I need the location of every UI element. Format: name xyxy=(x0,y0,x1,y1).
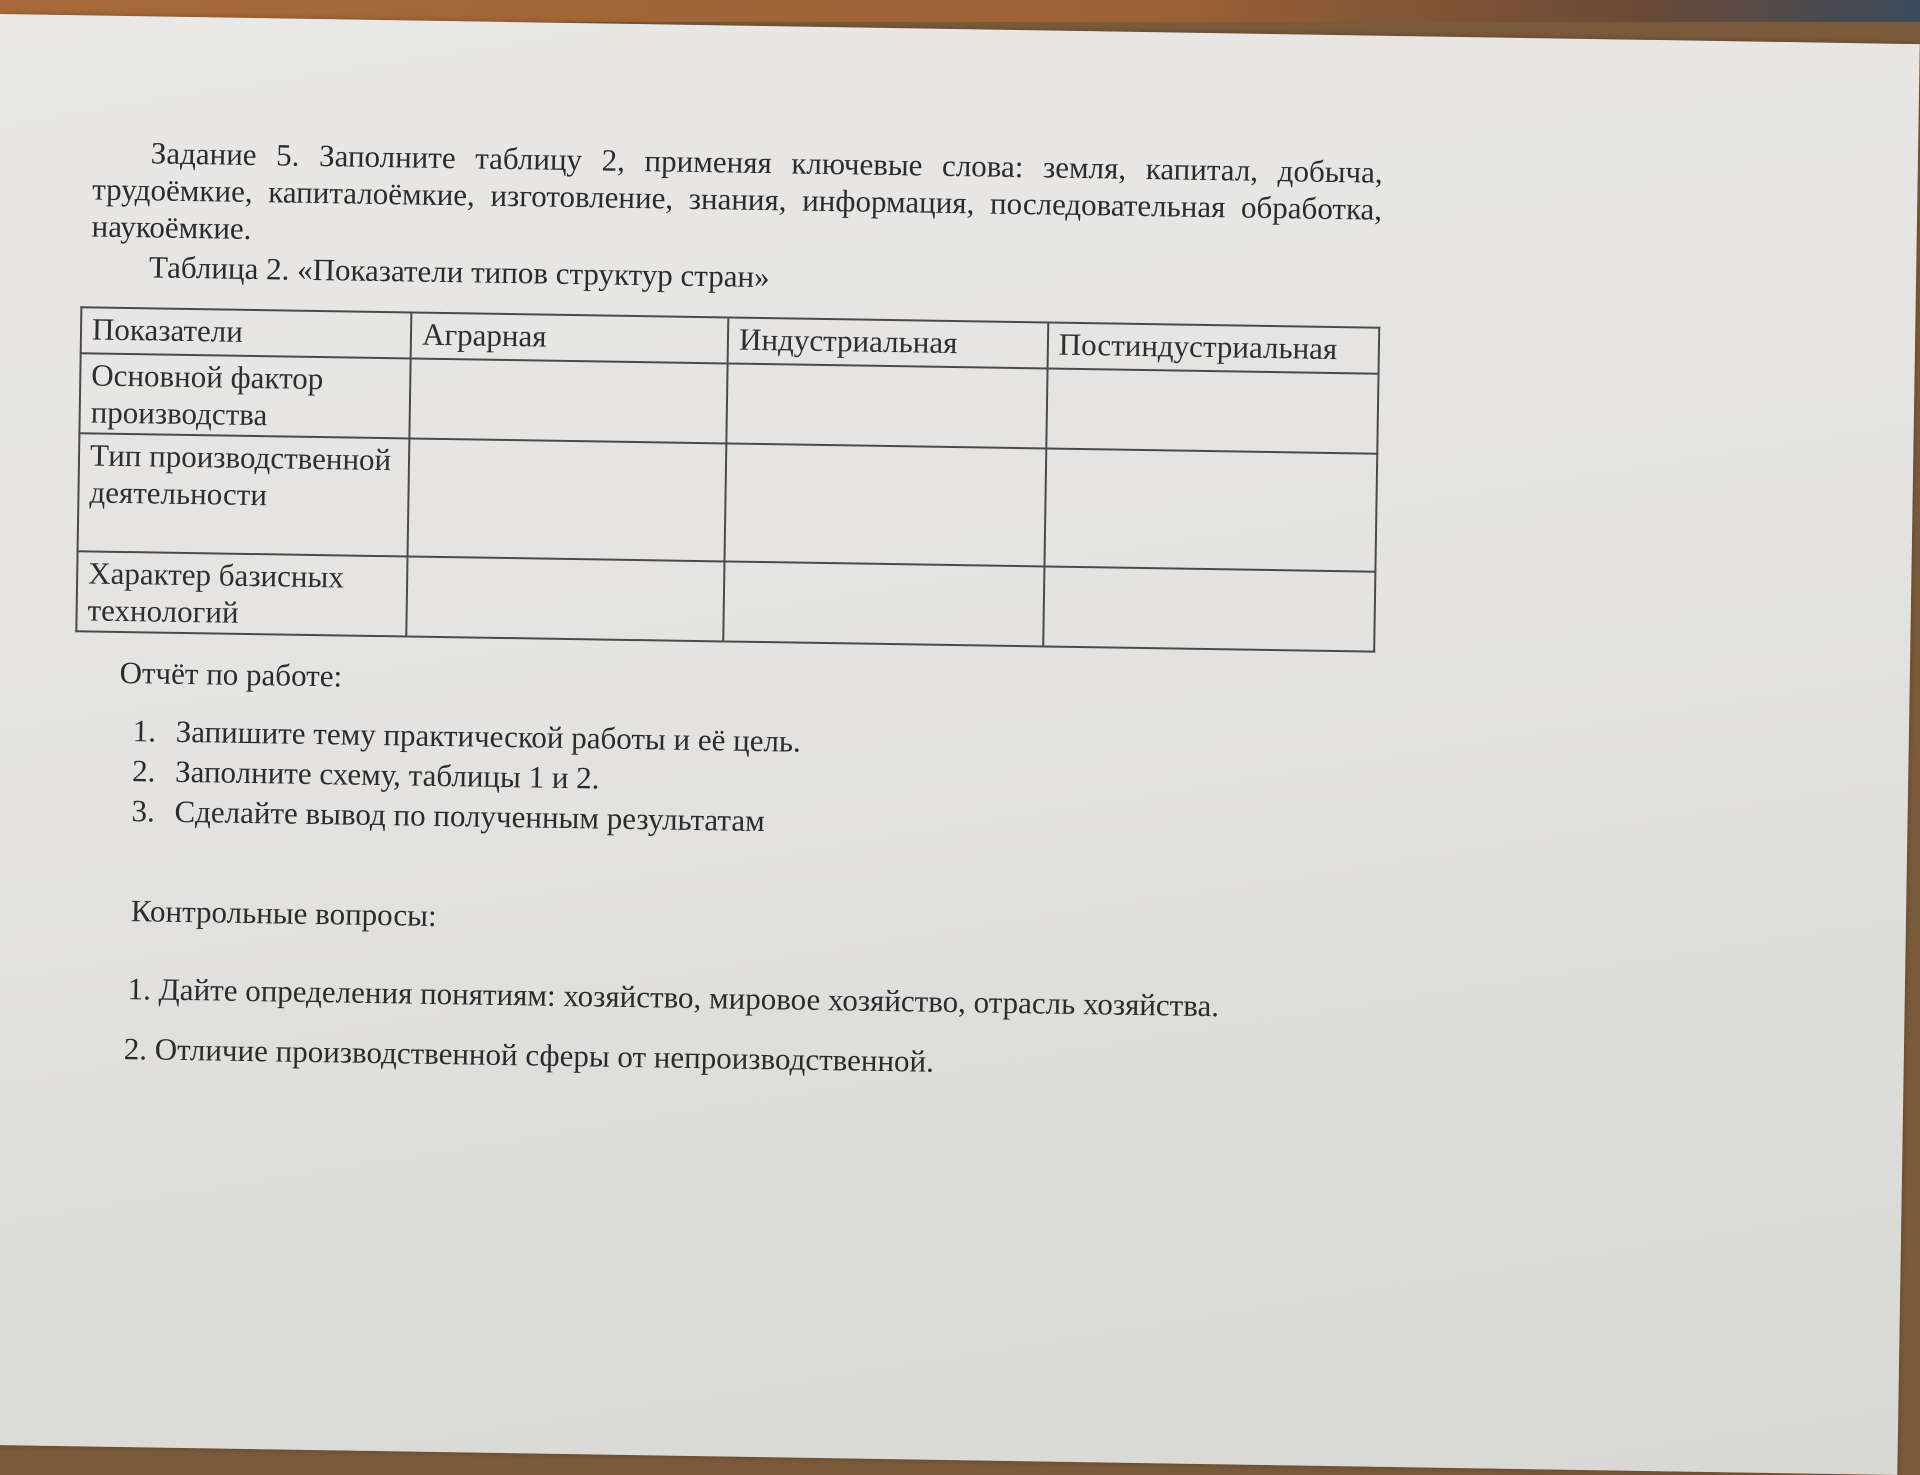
list-item: 1. Запишите тему практической работы и её цель. xyxy=(163,712,1383,771)
cell-agrarian-activity-type[interactable] xyxy=(408,438,727,561)
cell-postindustrial-activity-type[interactable] xyxy=(1044,448,1377,571)
row-label-activity-type: Тип производственной деятельности xyxy=(78,433,410,556)
worksheet-page xyxy=(0,14,1920,1475)
control-question-2: 2. Отличие производственной сферы от непроизводственной. xyxy=(123,1031,935,1079)
header-indicators: Показатели xyxy=(81,307,412,358)
task-5-instructions: Задание 5. Заполните таблицу 2, применяя ключевые слова: земля, капитал, добыча, трудоёмкие, капиталоёмкие, изготовление, знания, информация, последовательная обработка, наукоёмкие. xyxy=(91,135,1383,246)
control-question-1: 1. Дайте определения понятиям: хозяйство, мировое хозяйство, отрасль хозяйства. xyxy=(127,971,1220,1024)
cell-industrial-technology[interactable] xyxy=(723,561,1044,646)
cell-postindustrial-main-factor[interactable] xyxy=(1046,368,1378,453)
header-postindustrial: Постиндустриальная xyxy=(1047,323,1379,374)
list-item: 2. Заполните схему, таблицы 1 и 2. xyxy=(163,752,1383,811)
header-agrarian: Аграрная xyxy=(411,312,729,363)
row-label-technology: Характер базисных технологий xyxy=(76,551,407,636)
worksheet-content xyxy=(78,133,1392,1086)
report-list xyxy=(82,710,1384,850)
report-heading: Отчёт по работе: xyxy=(119,654,343,694)
indicators-table xyxy=(75,306,1380,652)
list-item: 3. Сделайте вывод по полученным результатам xyxy=(162,792,1382,851)
cell-postindustrial-technology[interactable] xyxy=(1043,566,1375,651)
cell-industrial-activity-type[interactable] xyxy=(725,443,1047,566)
cell-industrial-main-factor[interactable] xyxy=(727,363,1048,448)
header-industrial: Индустриальная xyxy=(728,317,1048,368)
control-questions-heading: Контрольные вопросы: xyxy=(130,893,437,933)
cell-agrarian-main-factor[interactable] xyxy=(409,358,727,443)
cell-agrarian-technology[interactable] xyxy=(406,556,724,641)
table-caption: Таблица 2. «Показатели типов структур стран» xyxy=(148,249,770,295)
row-label-main-factor: Основной фактор производства xyxy=(79,353,410,438)
table-row xyxy=(78,433,1378,571)
